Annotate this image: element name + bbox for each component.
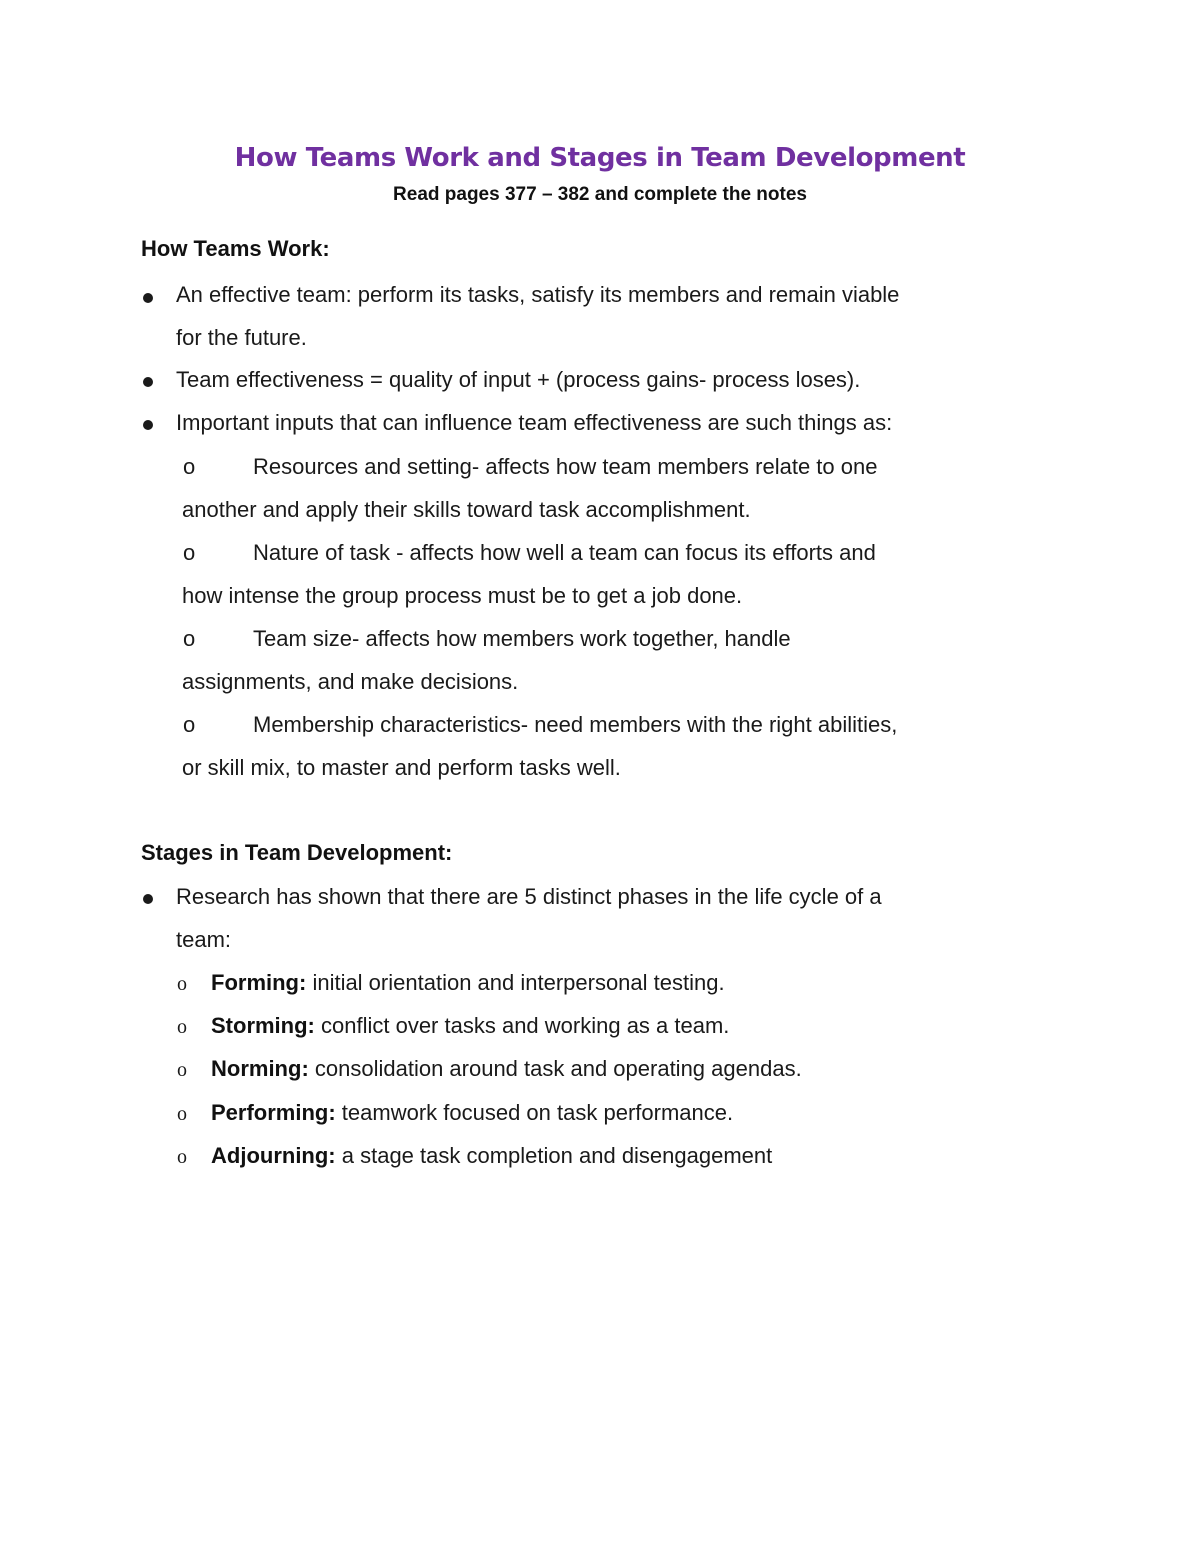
stage-description: conflict over tasks and working as a team. bbox=[314, 1013, 730, 1038]
stage-term: Storming: bbox=[211, 1013, 315, 1038]
sub-bullet-text-continued: assignments, and make decisions. bbox=[182, 669, 519, 694]
stage-term: Performing: bbox=[211, 1100, 336, 1125]
section-heading-stages: Stages in Team Development: bbox=[141, 840, 453, 865]
sub-bullet-marker: o bbox=[183, 454, 196, 479]
sub-bullet-marker: o bbox=[183, 540, 196, 565]
document-subtitle: Read pages 377 – 382 and complete the notes bbox=[393, 184, 807, 205]
bullet-text: Important inputs that can influence team effectiveness are such things as: bbox=[176, 410, 893, 435]
bullet-text: Research has shown that there are 5 distinct phases in the life cycle of a bbox=[176, 884, 882, 909]
stage-marker: o bbox=[177, 1103, 187, 1125]
stage-item-adjourning bbox=[211, 1143, 772, 1169]
sub-bullet-text-continued: how intense the group process must be to get a job done. bbox=[182, 583, 743, 608]
stage-description: teamwork focused on task performance. bbox=[335, 1100, 734, 1125]
stage-description: a stage task completion and disengagement bbox=[335, 1143, 773, 1168]
stage-marker: o bbox=[177, 1146, 187, 1168]
sub-bullet-marker: o bbox=[183, 712, 196, 737]
stage-marker: o bbox=[177, 973, 187, 995]
sub-bullet-text: Nature of task - affects how well a team can focus its efforts and bbox=[253, 540, 876, 565]
stage-item-norming bbox=[211, 1056, 802, 1082]
sub-bullet-text-continued: another and apply their skills toward task accomplishment. bbox=[182, 497, 751, 522]
bullet-text: Team effectiveness = quality of input + (process gains- process loses). bbox=[176, 367, 861, 392]
bullet-icon bbox=[143, 293, 153, 303]
sub-bullet-text: Membership characteristics- need members with the right abilities, bbox=[253, 712, 898, 737]
sub-bullet-marker: o bbox=[183, 626, 196, 651]
stage-term: Adjourning: bbox=[211, 1143, 336, 1168]
stage-marker: o bbox=[177, 1016, 187, 1038]
bullet-icon bbox=[143, 377, 153, 387]
stage-term: Forming: bbox=[211, 970, 307, 995]
stage-item-storming bbox=[211, 1013, 729, 1039]
stage-item-performing bbox=[211, 1100, 733, 1126]
bullet-text-continued: team: bbox=[176, 927, 232, 952]
stage-marker: o bbox=[177, 1059, 187, 1081]
stage-item-forming bbox=[211, 970, 725, 996]
stage-description: consolidation around task and operating agendas. bbox=[308, 1056, 802, 1081]
bullet-text: An effective team: perform its tasks, satisfy its members and remain viable bbox=[176, 282, 900, 307]
sub-bullet-text-continued: or skill mix, to master and perform tasks well. bbox=[182, 755, 621, 780]
stage-term: Norming: bbox=[211, 1056, 309, 1081]
section-heading-how-teams-work: How Teams Work: bbox=[141, 236, 330, 261]
stage-description: initial orientation and interpersonal testing. bbox=[306, 970, 725, 995]
document-title: How Teams Work and Stages in Team Development bbox=[234, 143, 966, 173]
bullet-text-continued: for the future. bbox=[176, 325, 307, 350]
bullet-icon bbox=[143, 420, 153, 430]
bullet-icon bbox=[143, 894, 153, 904]
sub-bullet-text: Team size- affects how members work together, handle bbox=[253, 626, 791, 651]
sub-bullet-text: Resources and setting- affects how team members relate to one bbox=[253, 454, 878, 479]
